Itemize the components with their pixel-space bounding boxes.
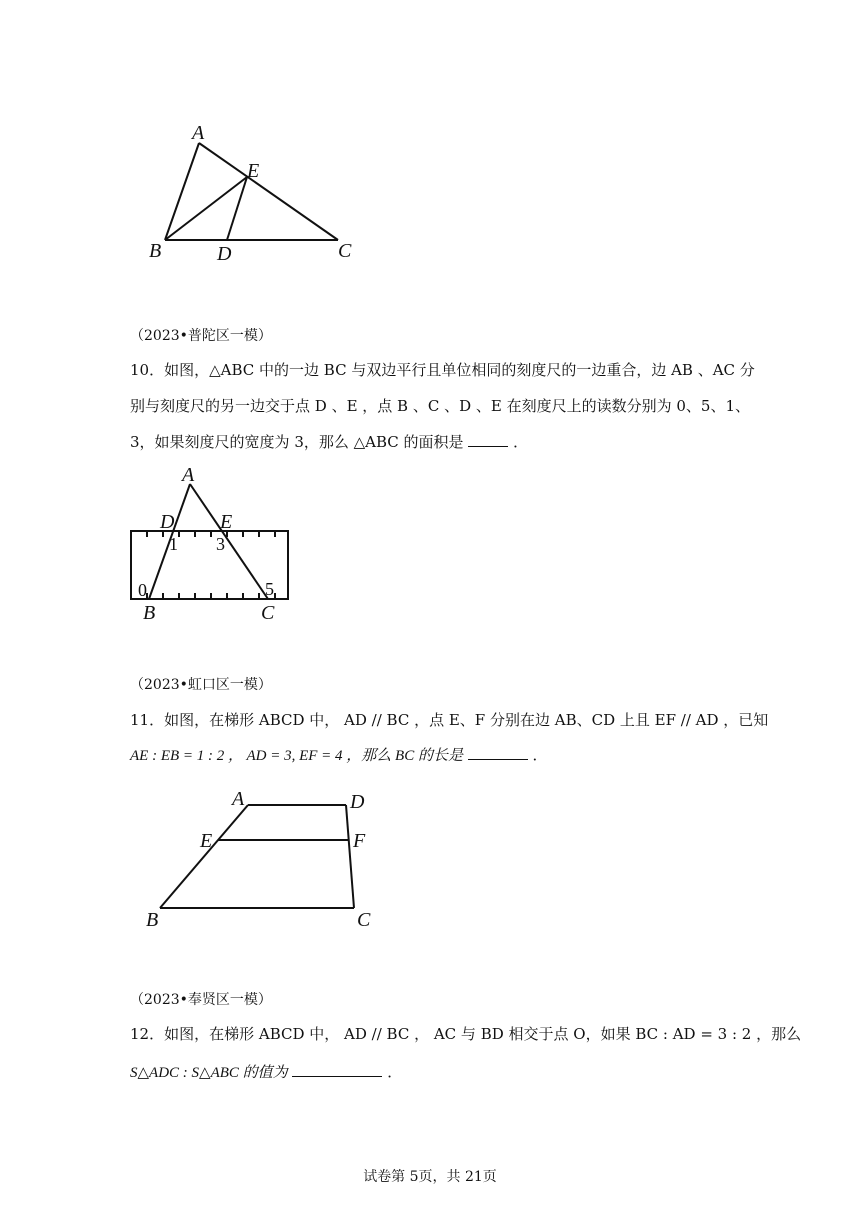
label-e: E [247,160,260,182]
segment-ab [160,805,248,908]
segment-de [227,177,247,240]
label-a: A [192,122,205,144]
reading-b: 0 [138,580,147,600]
page-footer: 试卷第 5页，共 21页 [363,1169,497,1185]
segment-ac [190,484,268,599]
figure-triangle-abc-q9 [130,115,370,270]
q10-line-3-tail: ． [513,433,529,451]
label-f: F [353,830,366,852]
q12-line-2-tail: ． [387,1063,403,1081]
label-e: E [200,830,213,852]
label-a: A [232,788,245,810]
label-c: C [261,602,275,624]
label-b: B [146,909,159,931]
q11-line-2-tail: ． [532,746,548,764]
figure-ruler-triangle-q10 [125,460,305,625]
segment-ac [199,143,338,240]
q10-line-2: 别与刻度尺的另一边交于点 D 、E ，点 B 、C 、D 、E 在刻度尺上的读数分别为 0、5、1、 [130,397,750,415]
q10-line-3 [130,432,740,452]
segment-dc [346,805,354,908]
label-b: B [149,240,162,262]
label-d: D [160,511,175,533]
q11-line-1: 11．如图，在梯形 ABCD 中， AD // BC ，点 E、F 分别在边 AB、CD 上且 EF // AD ，已知 [130,711,769,729]
q12-source: （2023•奉贤区一模） [130,992,272,1008]
label-e: E [220,511,233,533]
q11-line-2-text: AE : EB = 1 : 2 ， AD = 3, EF = 4 ，那么 BC 的长是 [130,748,463,764]
q10-line-1: 10．如图，△ABC 中的一边 BC 与双边平行且单位相同的刻度尺的一边重合，边 AB 、AC 分 [130,361,755,379]
q11-source: （2023•虹口区一模） [130,677,272,693]
q10-line-3-text: 3，如果刻度尺的宽度为 3，那么 △ABC 的面积是 [130,433,464,451]
reading-c: 5 [265,579,274,599]
label-d: D [350,791,365,813]
q10-answer-blank[interactable] [468,432,508,447]
q11-line-2 [130,745,740,766]
label-d: D [217,243,232,265]
segment-be [165,177,247,240]
q12-line-1: 12．如图，在梯形 ABCD 中， AD // BC ， AC 与 BD 相交于点 O，如果 BC : AD = 3 : 2 ，那么 [130,1025,802,1043]
q12-answer-blank[interactable] [292,1062,382,1077]
segment-ab [165,143,199,240]
label-c: C [338,240,352,262]
reading-e: 3 [216,534,225,554]
figure-trapezoid-q11 [140,788,380,933]
reading-d: 1 [169,534,178,554]
q11-answer-blank[interactable] [468,745,528,760]
label-c: C [357,909,371,931]
q10-source: （2023•普陀区一模） [130,328,272,344]
label-a: A [182,464,195,486]
q12-line-2 [130,1062,740,1083]
q12-line-2-text: S△ADC : S△ABC 的值为 [130,1065,288,1081]
label-b: B [143,602,156,624]
